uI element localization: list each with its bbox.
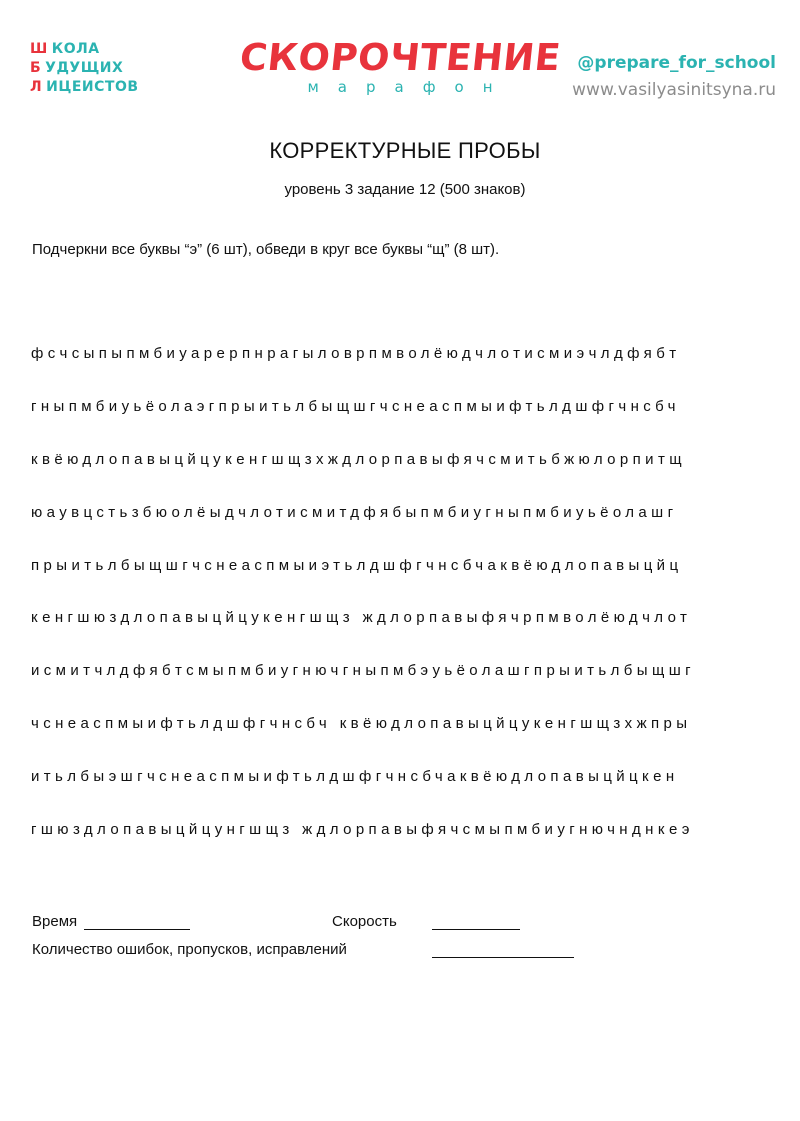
letter-grid [31, 345, 786, 874]
logo-initial: Л [30, 79, 43, 95]
letter-row: гныпмбиуьёолаэгпрыитьлбыщшгчснеаспмыифтьлдшфгчнсбч [31, 397, 680, 415]
logo-word: УДУЩИХ [45, 60, 124, 76]
time-label: Время [32, 913, 78, 930]
speed-answer-line[interactable] [432, 913, 520, 930]
time-answer-line[interactable] [84, 913, 190, 930]
errors-answer-line[interactable] [432, 941, 574, 958]
letter-row: исмитчлдфябтсмыпмбиугнючгныпмбэуьёолашгпрыитьлбыщшг [31, 662, 695, 680]
letter-row: юаувцстьзбюолёыдчлотисмитдфябыпмбиугныпмбиуьёолашг [31, 503, 678, 521]
letter-row: прыитьлбыщшгчснеаспмыиэтьлдшфгчнсбчаквёюдлопавыцйц [31, 556, 683, 574]
letter-row: фсчсыпыпмбиуарерпнрагыловрпмволёюдчлотисмиэчлдфябт [31, 345, 681, 362]
brand-title: СКОРОЧТЕНИЕ [237, 36, 563, 79]
letter-row: кенгшюздлопавыцйцукенгшщз ждлорпавыфячрпмволёюдчлот [31, 609, 692, 627]
results-form [32, 913, 397, 969]
task-instruction: Подчеркни все буквы “э” (6 шт), обведи в круг все буквы “щ” (8 шт). [32, 241, 500, 258]
logo-word: КОЛА [51, 41, 100, 57]
letter-row: гшюздлопавыцйцунгшщз ждлорпавыфячсмыпмбиугнючнднкеэ [31, 821, 694, 839]
letter-row: итьлбыэшгчснеаспмыифтьлдшфгчнсбчаквёюдлопавыцйцкен [31, 768, 679, 786]
logo-initial: Б [30, 60, 42, 76]
speed-label: Скорость [332, 913, 397, 930]
page-subtitle: уровень 3 задание 12 (500 знаков) [284, 181, 526, 198]
social-links [572, 52, 776, 102]
letter-row: квёюдлопавыцйцукенгшщзхждлорпавыфячсмитьбжюлорпитщ [31, 450, 686, 468]
errors-line [32, 941, 347, 969]
brand-subtitle: марафон [307, 78, 512, 96]
page-title: КОРРЕКТУРНЫЕ ПРОБЫ [269, 138, 541, 163]
website-url: www.vasilyasinitsyna.ru [572, 80, 776, 100]
instagram-handle: @prepare_for_school [577, 53, 776, 73]
errors-label: Количество ошибок, пропусков, исправлений [32, 941, 347, 958]
letter-row: чснеаспмыифтьлдшфгчнсбч квёюдлопавыцйцукенгшщзхжпры [31, 715, 692, 733]
logo-initial: Ш [30, 41, 48, 57]
time-speed-line [32, 913, 397, 941]
logo-word: ИЦЕИСТОВ [46, 79, 139, 95]
